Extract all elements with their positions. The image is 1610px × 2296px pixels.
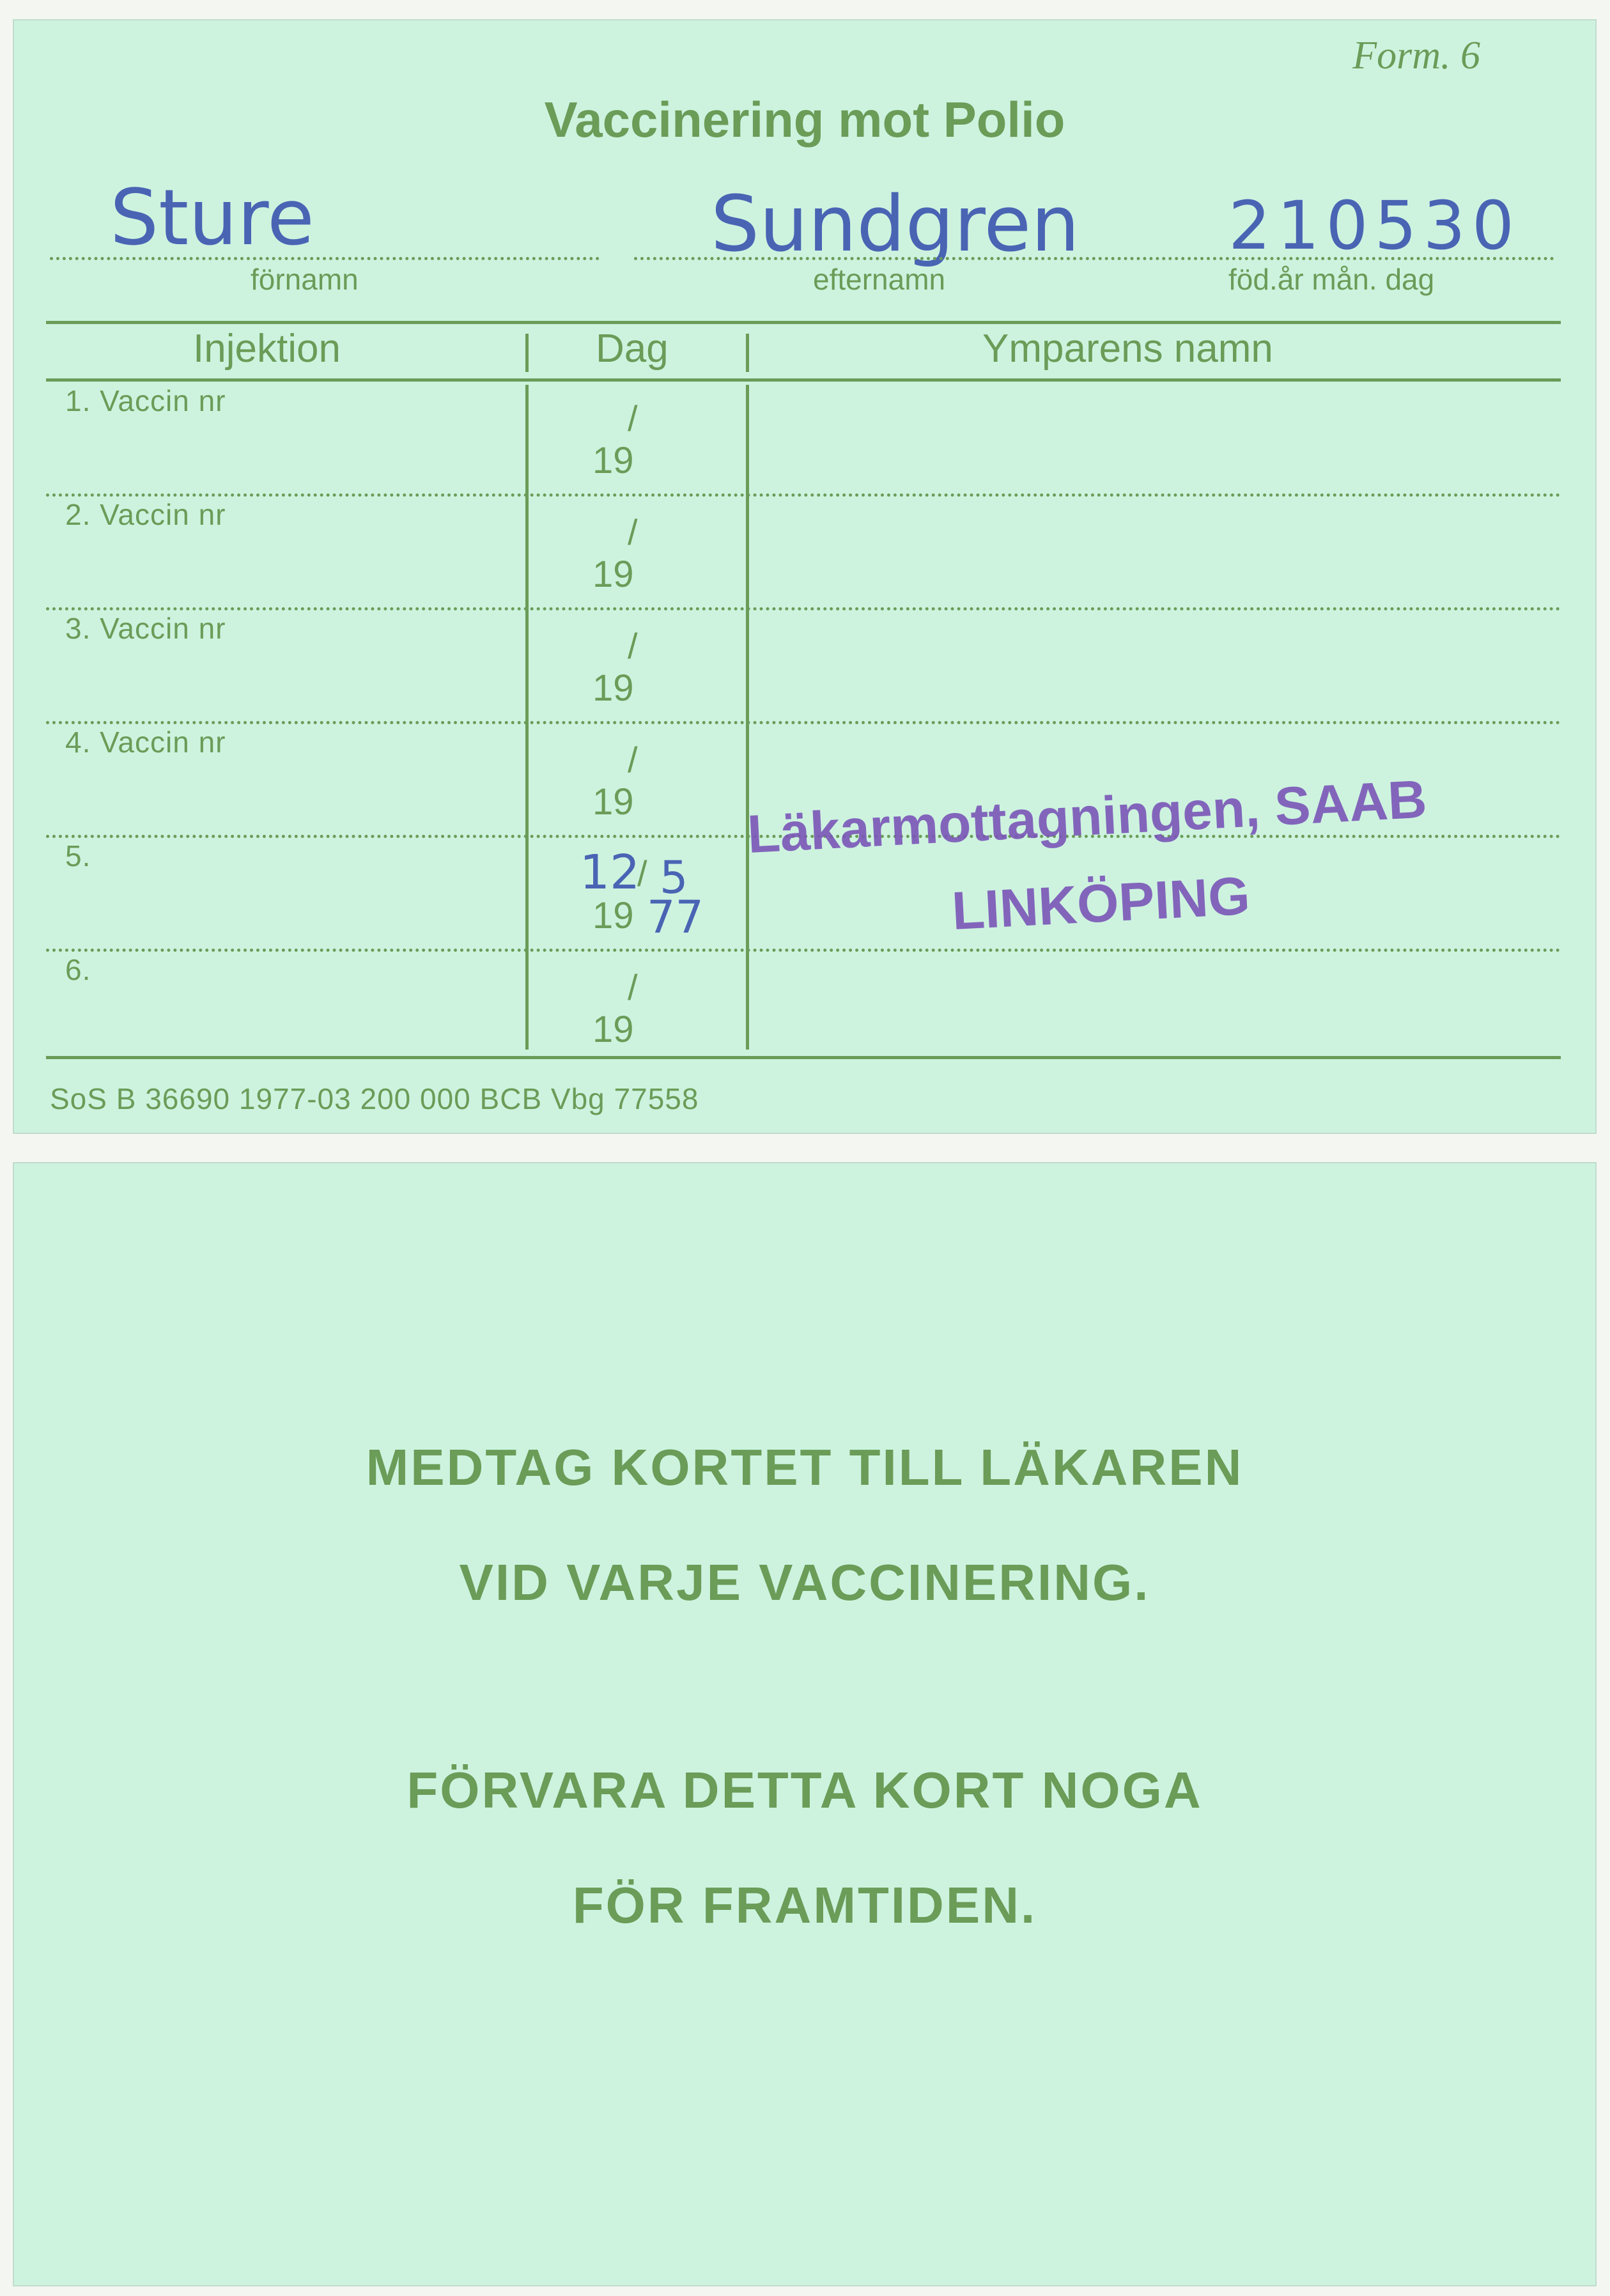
table-header-rule xyxy=(46,378,1561,382)
row-6-label: 6. xyxy=(65,953,91,986)
vaccination-card-back xyxy=(13,1162,1597,2286)
row-1-slash: / xyxy=(628,398,638,438)
row-2-divider xyxy=(46,607,1561,610)
row-6-year: 19 xyxy=(592,1009,634,1050)
row-2-label: 2. Vaccin nr xyxy=(65,498,226,531)
first-name-caption: förnamn xyxy=(251,263,359,296)
back-instruction-line-1: MEDTAG KORTET TILL LÄKAREN xyxy=(366,1439,1244,1496)
row-3-slash: / xyxy=(628,626,638,666)
header-separator-2 xyxy=(746,334,749,372)
row-5-slash: / xyxy=(637,853,647,894)
birth-date-caption: föd.år mån. dag xyxy=(1228,263,1435,296)
back-instruction-line-2: VID VARJE VACCINERING. xyxy=(459,1554,1150,1611)
header-separator-1 xyxy=(525,334,529,372)
row-5-handwritten-day: 12 xyxy=(580,845,640,900)
row-3-label: 3. Vaccin nr xyxy=(65,612,226,645)
row-2-slash: / xyxy=(628,512,638,552)
row-5-handwritten-month: 5 xyxy=(660,851,688,904)
back-instruction-line-3: FÖRVARA DETTA KORT NOGA xyxy=(406,1762,1203,1819)
row-3-divider xyxy=(46,721,1561,724)
row-5-divider xyxy=(46,949,1561,952)
vaccination-card-front xyxy=(13,19,1597,1134)
clinic-stamp-line-2: LINKÖPING xyxy=(950,865,1251,942)
row-3-year: 19 xyxy=(592,667,634,709)
row-4-year: 19 xyxy=(592,781,634,823)
col-header-injection: Injektion xyxy=(193,327,341,371)
row-1-divider xyxy=(46,493,1561,497)
birth-date-handwritten: 210530 xyxy=(1228,187,1521,265)
col-header-vaccinator: Ymparens namn xyxy=(982,327,1273,371)
form-footer-code: SoS B 36690 1977-03 200 000 BCB Vbg 77558 xyxy=(50,1082,699,1115)
card-title: Vaccinering mot Polio xyxy=(544,91,1065,148)
clinic-stamp-line-1: Läkarmottagningen, SAAB xyxy=(745,768,1428,865)
row-1-label: 1. Vaccin nr xyxy=(65,384,226,417)
last-name-handwritten: Sundgren xyxy=(711,180,1080,269)
first-name-line xyxy=(50,257,600,260)
form-number: Form. 6 xyxy=(1352,34,1480,77)
row-1-year: 19 xyxy=(592,440,634,481)
table-top-rule xyxy=(46,321,1561,324)
row-5-year: 19 xyxy=(592,895,634,936)
first-name-handwritten: Sture xyxy=(110,174,314,263)
row-2-year: 19 xyxy=(592,554,634,595)
last-name-caption: efternamn xyxy=(813,263,946,296)
row-5-handwritten-year: 77 xyxy=(647,891,704,943)
row-6-slash: / xyxy=(628,967,638,1007)
row-4-slash: / xyxy=(628,740,638,780)
table-bottom-rule xyxy=(46,1056,1561,1059)
last-name-line xyxy=(634,257,1554,260)
back-instruction-line-4: FÖR FRAMTIDEN. xyxy=(572,1877,1037,1934)
row-5-label: 5. xyxy=(65,839,91,873)
col-header-day: Dag xyxy=(596,327,669,371)
row-4-label: 4. Vaccin nr xyxy=(65,725,226,759)
